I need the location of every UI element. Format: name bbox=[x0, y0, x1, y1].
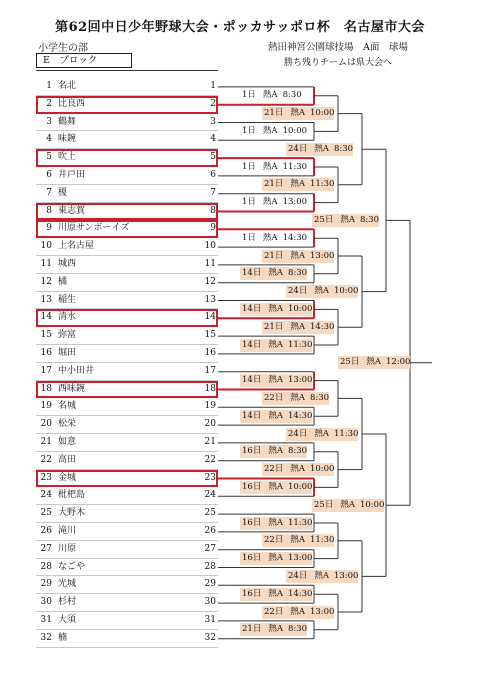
page-title: 第62回中日少年野球大会・ポッカサッポロ杯 名古屋市大会 bbox=[55, 20, 425, 35]
team-seed: 25 bbox=[204, 508, 216, 519]
team-name: 光城 bbox=[58, 579, 77, 590]
match-court: 熱A bbox=[290, 535, 305, 546]
round1-match-label bbox=[240, 588, 312, 601]
team-number: 16 bbox=[40, 348, 52, 358]
match-time: 11:30 bbox=[282, 161, 308, 172]
team-number: 1 bbox=[46, 81, 52, 91]
match-time: 8:30 bbox=[359, 214, 380, 225]
team-name: なごや bbox=[58, 561, 86, 572]
team-number: 19 bbox=[40, 401, 52, 412]
team-number: 30 bbox=[40, 597, 52, 608]
match-time: 8:30 bbox=[333, 143, 354, 154]
team-name: 井戸田 bbox=[58, 170, 86, 180]
team-number: 13 bbox=[40, 294, 52, 305]
team-number: 24 bbox=[40, 490, 52, 501]
match-time: 8:30 bbox=[287, 624, 308, 635]
match-court: 熱A bbox=[262, 125, 278, 136]
team-number: 26 bbox=[40, 526, 52, 536]
division-label: 小学生の部 bbox=[38, 43, 88, 54]
match-court: 熱A bbox=[262, 90, 278, 101]
match-date: 16日 bbox=[242, 481, 262, 492]
match-date: 24日 bbox=[288, 428, 308, 439]
team-seed: 2 bbox=[210, 98, 216, 109]
team-seed: 9 bbox=[210, 223, 216, 234]
team-name: 上名古屋 bbox=[58, 241, 95, 252]
match-court: 熱A bbox=[268, 553, 283, 564]
team-name: 東志賀 bbox=[58, 205, 86, 216]
match-date: 24日 bbox=[288, 143, 308, 154]
match-date: 21日 bbox=[264, 108, 284, 119]
team-seed: 7 bbox=[210, 187, 216, 198]
advancement-note: 勝ち残りチームは県大会へ bbox=[284, 58, 393, 68]
team-seed: 4 bbox=[210, 134, 216, 145]
team-name: 如意 bbox=[58, 437, 77, 447]
match-time: 10:00 bbox=[333, 286, 359, 297]
team-number: 32 bbox=[40, 632, 52, 643]
match-court: 熱A bbox=[314, 570, 329, 581]
team-name: 大野木 bbox=[58, 508, 86, 519]
match-court: 熱A bbox=[262, 232, 278, 243]
round2-match-label bbox=[262, 392, 329, 405]
round1-match-label bbox=[240, 517, 312, 530]
team-number: 27 bbox=[40, 543, 52, 554]
team-number: 23 bbox=[40, 472, 52, 483]
team-seed: 19 bbox=[204, 401, 216, 412]
match-date: 22日 bbox=[264, 535, 284, 546]
team-number: 17 bbox=[40, 365, 52, 376]
team-number: 15 bbox=[40, 330, 52, 341]
round3-match-label bbox=[286, 143, 353, 156]
match-time: 10:00 bbox=[309, 464, 335, 475]
round3-match-label bbox=[286, 570, 358, 583]
match-date: 16日 bbox=[242, 517, 262, 528]
team-name: 清水 bbox=[58, 312, 77, 323]
round1-match-label bbox=[240, 232, 307, 245]
match-date: 16日 bbox=[242, 553, 262, 564]
team-name: 堀田 bbox=[58, 348, 77, 358]
final-match-label bbox=[338, 356, 410, 369]
match-court: 熱A bbox=[268, 339, 283, 350]
match-court: 熱A bbox=[268, 588, 283, 599]
team-number: 9 bbox=[46, 223, 52, 234]
match-time: 13:00 bbox=[309, 250, 335, 261]
match-time: 13:00 bbox=[333, 570, 359, 581]
team-name: 松栄 bbox=[58, 419, 77, 430]
match-court: 熱A bbox=[314, 286, 329, 297]
team-name: 鶴舞 bbox=[58, 116, 77, 127]
match-date: 24日 bbox=[288, 570, 308, 581]
team-number: 8 bbox=[46, 205, 52, 216]
match-date: 22日 bbox=[264, 464, 284, 475]
team-name: 金城 bbox=[58, 472, 77, 483]
team-number: 11 bbox=[40, 259, 52, 269]
match-date: 14日 bbox=[242, 410, 262, 421]
team-seed: 6 bbox=[210, 170, 216, 180]
round2-match-label bbox=[262, 107, 334, 120]
team-name: 枇杷島 bbox=[58, 490, 86, 501]
match-time: 13:00 bbox=[282, 197, 308, 208]
match-time: 10:00 bbox=[287, 303, 313, 314]
team-name: 中小田井 bbox=[58, 365, 95, 376]
match-time: 13:00 bbox=[287, 553, 313, 564]
round1-match-label bbox=[240, 481, 312, 494]
match-court: 熱A bbox=[262, 161, 278, 172]
team-seed: 26 bbox=[204, 526, 216, 536]
team-number: 29 bbox=[40, 579, 52, 590]
block-label: E ブロック bbox=[36, 53, 132, 68]
team-name: 名城 bbox=[58, 401, 77, 412]
team-number: 31 bbox=[40, 615, 52, 625]
team-name: 滝川 bbox=[58, 526, 77, 536]
match-time: 10:00 bbox=[359, 499, 385, 510]
match-date: 1日 bbox=[242, 161, 256, 172]
team-name: 弥富 bbox=[58, 330, 77, 341]
round1-match-label bbox=[240, 339, 312, 352]
round1-match-label bbox=[240, 196, 307, 209]
match-court: 熱A bbox=[268, 517, 283, 528]
match-time: 13:00 bbox=[309, 606, 335, 617]
team-name: 味鋺 bbox=[58, 134, 77, 145]
team-number: 7 bbox=[46, 187, 52, 198]
team-name: 大須 bbox=[58, 615, 77, 625]
team-seed: 3 bbox=[210, 116, 216, 127]
round4-match-label bbox=[312, 214, 379, 227]
match-date: 24日 bbox=[288, 286, 308, 297]
team-number: 12 bbox=[40, 276, 52, 287]
team-seed: 29 bbox=[204, 579, 216, 590]
match-court: 熱A bbox=[290, 179, 305, 190]
match-court: 熱A bbox=[268, 481, 283, 492]
match-time: 14:30 bbox=[287, 588, 313, 599]
match-court: 熱A bbox=[366, 357, 381, 368]
team-seed: 12 bbox=[204, 276, 216, 287]
match-court: 熱A bbox=[314, 428, 329, 439]
match-court: 熱A bbox=[290, 108, 305, 119]
match-date: 1日 bbox=[242, 197, 256, 208]
round2-match-label bbox=[262, 534, 334, 547]
team-seed: 20 bbox=[204, 419, 216, 430]
team-seed: 16 bbox=[204, 348, 216, 358]
team-name: 榎 bbox=[58, 187, 68, 198]
team-seed: 23 bbox=[204, 472, 216, 483]
team-number: 14 bbox=[40, 312, 52, 323]
match-court: 熱A bbox=[268, 375, 283, 386]
match-time: 14:30 bbox=[287, 410, 313, 421]
round2-match-label bbox=[262, 463, 334, 476]
team-number: 6 bbox=[46, 170, 52, 180]
match-date: 16日 bbox=[242, 588, 262, 599]
match-date: 22日 bbox=[264, 392, 284, 403]
match-court: 熱A bbox=[268, 446, 283, 457]
team-name: 高田 bbox=[58, 454, 77, 465]
team-name: 橘 bbox=[58, 276, 68, 287]
round1-match-label bbox=[240, 552, 312, 565]
team-seed: 30 bbox=[204, 597, 216, 608]
match-time: 11:30 bbox=[287, 339, 313, 350]
match-time: 13:00 bbox=[287, 375, 313, 386]
round2-match-label bbox=[262, 250, 334, 263]
match-time: 8:30 bbox=[309, 392, 330, 403]
round3-match-label bbox=[286, 285, 358, 298]
round1-match-label bbox=[240, 445, 307, 458]
match-court: 熱A bbox=[290, 464, 305, 475]
team-number: 4 bbox=[46, 134, 52, 145]
team-seed: 13 bbox=[204, 294, 216, 305]
team-name: 稲生 bbox=[58, 294, 77, 305]
team-number: 10 bbox=[40, 241, 52, 252]
round1-match-label bbox=[240, 374, 312, 387]
match-time: 10:00 bbox=[282, 125, 308, 136]
team-name: 吹上 bbox=[58, 152, 77, 163]
round1-match-label bbox=[240, 303, 312, 316]
round1-match-label bbox=[240, 125, 307, 138]
match-court: 熱A bbox=[268, 303, 283, 314]
match-court: 熱A bbox=[340, 499, 355, 510]
round1-match-label bbox=[240, 267, 307, 280]
match-time: 10:00 bbox=[309, 108, 335, 119]
team-seed: 1 bbox=[210, 81, 216, 91]
team-seed: 14 bbox=[204, 312, 216, 323]
match-time: 12:00 bbox=[385, 357, 411, 368]
match-date: 21日 bbox=[264, 250, 284, 261]
match-time: 11:30 bbox=[309, 535, 335, 546]
team-number: 5 bbox=[46, 152, 52, 163]
match-date: 21日 bbox=[264, 179, 284, 190]
round1-match-label bbox=[240, 623, 307, 636]
match-date: 14日 bbox=[242, 303, 262, 314]
team-number: 3 bbox=[46, 116, 52, 127]
team-seed: 11 bbox=[204, 259, 216, 269]
match-time: 11:30 bbox=[287, 517, 313, 528]
match-court: 熱A bbox=[290, 392, 305, 403]
match-time: 14:30 bbox=[309, 321, 335, 332]
team-number: 21 bbox=[40, 437, 52, 447]
match-time: 8:30 bbox=[287, 446, 308, 457]
round2-match-label bbox=[262, 321, 334, 334]
match-date: 25日 bbox=[340, 357, 360, 368]
team-seed: 8 bbox=[210, 205, 216, 216]
team-seed: 28 bbox=[204, 561, 216, 572]
match-date: 1日 bbox=[242, 90, 256, 101]
team-seed: 15 bbox=[204, 330, 216, 341]
team-seed: 27 bbox=[204, 543, 216, 554]
match-date: 21日 bbox=[264, 321, 284, 332]
venue-label: 熱田神宮公園球技場 A面 球場 bbox=[268, 42, 408, 53]
team-seed: 32 bbox=[204, 632, 216, 643]
team-seed: 5 bbox=[210, 152, 216, 163]
round1-match-label bbox=[240, 410, 312, 423]
team-name: 西味鋺 bbox=[58, 383, 86, 394]
match-time: 11:30 bbox=[333, 428, 359, 439]
match-date: 1日 bbox=[242, 232, 256, 243]
match-time: 10:00 bbox=[287, 481, 313, 492]
match-date: 25日 bbox=[314, 214, 334, 225]
team-name: 名北 bbox=[58, 81, 77, 91]
match-court: 熱A bbox=[290, 606, 305, 617]
match-time: 11:30 bbox=[309, 179, 335, 190]
match-date: 14日 bbox=[242, 268, 262, 279]
team-number: 25 bbox=[40, 508, 52, 519]
match-date: 22日 bbox=[264, 606, 284, 617]
match-court: 熱A bbox=[268, 624, 283, 635]
match-court: 熱A bbox=[340, 214, 355, 225]
match-date: 25日 bbox=[314, 499, 334, 510]
team-name: 比良西 bbox=[58, 98, 86, 109]
round2-match-label bbox=[262, 178, 334, 191]
team-name: 川原 bbox=[58, 543, 77, 554]
team-seed: 31 bbox=[204, 615, 216, 625]
team-seed: 17 bbox=[204, 365, 216, 376]
team-seed: 10 bbox=[204, 241, 216, 252]
match-time: 8:30 bbox=[287, 268, 308, 279]
match-date: 14日 bbox=[242, 375, 262, 386]
team-name: 楠 bbox=[58, 632, 68, 643]
match-court: 熱A bbox=[290, 321, 305, 332]
team-seed: 22 bbox=[204, 454, 216, 465]
team-number: 18 bbox=[40, 383, 52, 394]
match-court: 熱A bbox=[262, 197, 278, 208]
match-date: 16日 bbox=[242, 446, 262, 457]
match-time: 8:30 bbox=[282, 90, 302, 101]
team-seed: 18 bbox=[204, 383, 216, 394]
round2-match-label bbox=[262, 606, 334, 619]
team-name: 杉村 bbox=[58, 597, 77, 608]
team-number: 2 bbox=[46, 98, 52, 109]
match-time: 14:30 bbox=[282, 232, 308, 243]
round1-match-label bbox=[240, 89, 302, 102]
match-court: 熱A bbox=[268, 268, 283, 279]
match-court: 熱A bbox=[290, 250, 305, 261]
team-number: 22 bbox=[40, 454, 52, 465]
round1-match-label bbox=[240, 161, 307, 174]
match-court: 熱A bbox=[314, 143, 329, 154]
round4-match-label bbox=[312, 499, 384, 512]
team-number: 28 bbox=[40, 561, 52, 572]
team-number: 20 bbox=[40, 419, 52, 430]
match-court: 熱A bbox=[268, 410, 283, 421]
team-seed: 24 bbox=[204, 490, 216, 501]
match-date: 1日 bbox=[242, 125, 256, 136]
team-name: 城西 bbox=[58, 259, 77, 269]
match-date: 14日 bbox=[242, 339, 262, 350]
team-seed: 21 bbox=[204, 437, 216, 447]
team-name: 川原サンボーイズ bbox=[58, 223, 130, 234]
match-date: 21日 bbox=[242, 624, 262, 635]
round3-match-label bbox=[286, 428, 358, 441]
